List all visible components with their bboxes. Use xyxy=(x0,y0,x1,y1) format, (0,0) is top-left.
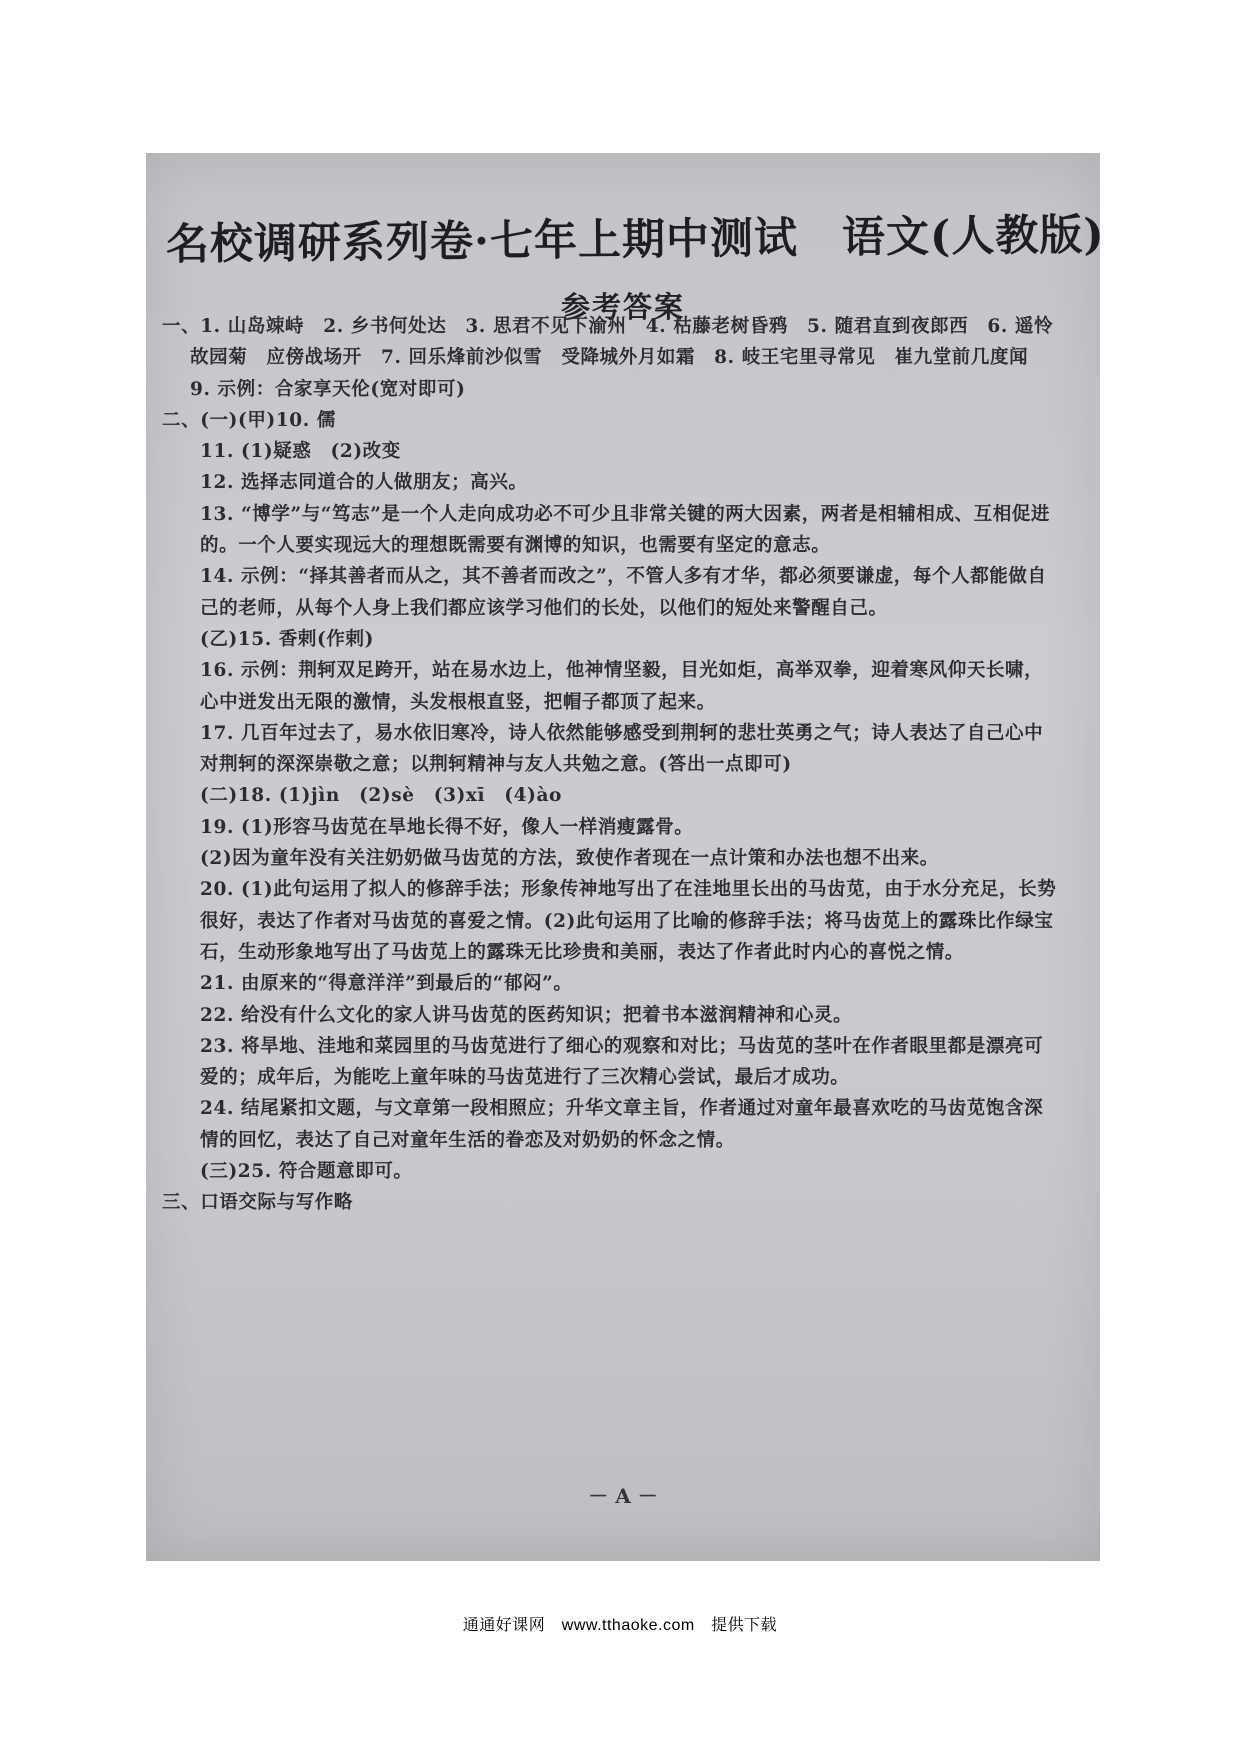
answer-item-21: 21. 由原来的“得意洋洋”到最后的“郁闷”。 xyxy=(200,973,573,995)
page-number: － A － xyxy=(588,1484,658,1508)
answer-item-16: 16. 示例：荆轲双足跨开，站在易水边上，他神情坚毅，目光如炬，高举双拳，迎着寒风仰天长啸，心中迸发出无限的激情，头发根根直竖，把帽子都顶了起来。 xyxy=(200,660,1044,713)
answer-item-15: (乙)15. 香剌(作剌) xyxy=(200,628,374,650)
answer-list xyxy=(162,311,1058,1219)
answer-item-19-1: 19. (1)形容马齿苋在旱地长得不好，像人一样消瘦露骨。 xyxy=(200,816,694,838)
scanned-answer-sheet xyxy=(146,153,1105,1561)
answer-item-24: 24. 结尾紧扣文题，与文章第一段相照应；升华文章主旨，作者通过对童年最喜欢吃的马齿苋饱含深情的回忆，表达了自己对童年生活的眷恋及对奶奶的怀念之情。 xyxy=(200,1098,1044,1151)
answer-item-11: 11. (1)疑惑 (2)改变 xyxy=(200,441,401,463)
answer-item-18: (二)18. (1)jìn (2)sè (3)xī (4)ào xyxy=(200,785,562,807)
answer-section-3: 三、口语交际与写作略 xyxy=(162,1192,354,1214)
answer-item-25: (三)25. 符合题意即可。 xyxy=(200,1161,413,1183)
answer-item-23: 23. 将旱地、洼地和菜园里的马齿苋进行了细心的观察和对比；马齿苋的茎叶在作者眼里都是漂亮可爱的；成年后，为能吃上童年味的马齿苋进行了三次精心尝试，最后才成功。 xyxy=(200,1035,1044,1089)
download-footer: 通通好课网 www.tthaoke.com 提供下载 xyxy=(462,1617,778,1634)
answer-item-20: 20. (1)此句运用了拟人的修辞手法；形象传神地写出了在洼地里长出的马齿苋，由于水分充足，长势很好，表达了作者对马齿苋的喜爱之情。(2)此句运用了比喻的修辞手法；将马齿苋上的露珠比作绿宝石，生动形象地写出了马齿苋上的露珠无比珍贵和美丽，表达了作者此时内心的喜悦之情。 xyxy=(200,879,1057,963)
answer-item-14: 14. 示例：“择其善者而从之，其不善者而改之”，不管人多有才华，都必须要谦虚，每个人都能做自己的老师，从每个人身上我们都应该学习他们的长处，以他们的短处来警醒自己。 xyxy=(200,566,1047,619)
document-title: 名校调研系列卷·七年上期中测试 语文(人教版) xyxy=(165,210,1105,270)
answer-section-1: 一、1. 山岛竦峙 2. 乡书何处达 3. 思君不见下渝州 4. 枯藤老树昏鸦 5. 随君直到夜郎西 6. 遥怜故园菊 应傍战场开 7. 回乐烽前沙似雪 受降城外月如霜 8. 岐王宅里寻常见 崔九堂前几度闻 9. 示例：合家享天伦(宽对即可) xyxy=(162,316,1054,400)
document-subtitle: 参考答案 xyxy=(560,290,685,324)
answer-item-19-2: (2)因为童年没有关注奶奶做马齿苋的方法，致使作者现在一点计策和办法也想不出来。 xyxy=(200,848,939,870)
answer-item-12: 12. 选择志同道合的人做朋友；高兴。 xyxy=(200,472,528,494)
answer-item-22: 22. 给没有什么文化的家人讲马齿苋的医药知识；把着书本滋润精神和心灵。 xyxy=(200,1004,853,1026)
answer-item-17: 17. 几百年过去了，易水依旧寒冷，诗人依然能够感受到荆轲的悲壮英勇之气；诗人表达了自己心中对荆轲的深深崇敬之意；以荆轲精神与友人共勉之意。(答出一点即可) xyxy=(200,722,1044,776)
answer-section-2-heading: 二、(一)(甲)10. 儒 xyxy=(162,409,336,431)
answer-item-13: 13. “博学”与“笃志”是一个人走向成功必不可少且非常关键的两大因素，两者是相辅相成、互相促进的。一个人要实现远大的理想既需要有渊博的知识，也需要有坚定的意志。 xyxy=(200,503,1050,557)
